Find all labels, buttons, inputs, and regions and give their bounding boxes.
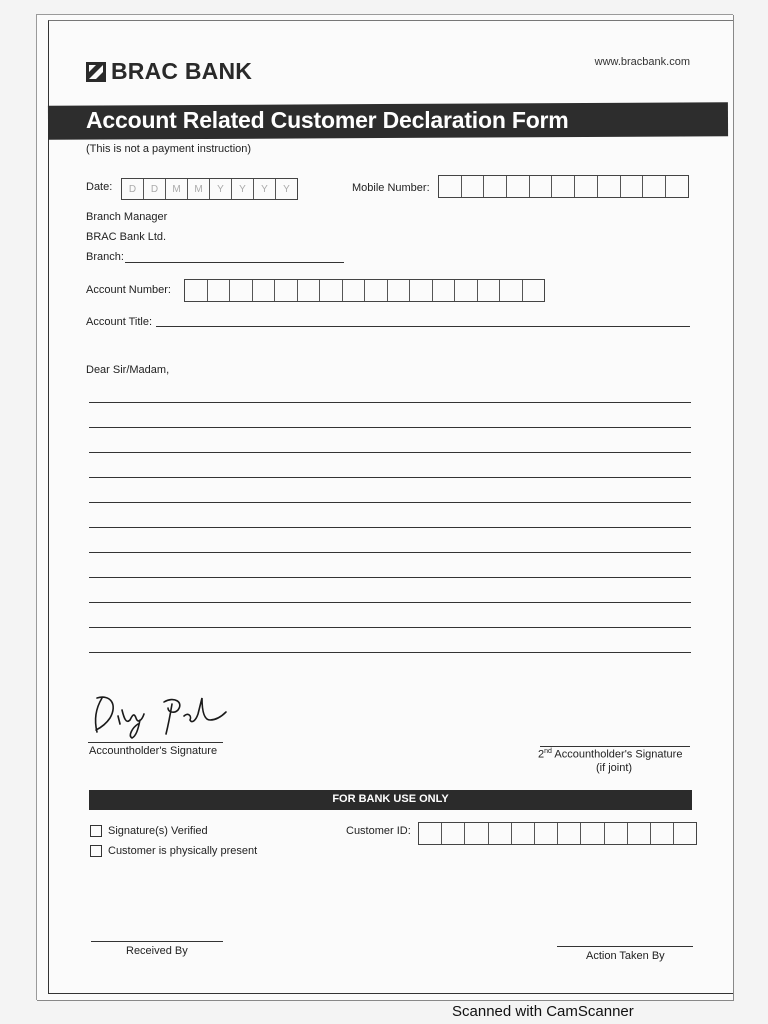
signature-verified-label: Signature(s) Verified: [108, 825, 208, 837]
declaration-line[interactable]: [89, 627, 691, 628]
mobile-digit-box[interactable]: [507, 176, 530, 197]
customer-id-digit-box[interactable]: [605, 823, 628, 844]
mobile-digit-box[interactable]: [552, 176, 575, 197]
accountholder-signature-line: [88, 742, 223, 743]
customer-id-label: Customer ID:: [346, 825, 411, 837]
customer-id-digit-box[interactable]: [581, 823, 604, 844]
scanner-watermark: Scanned with CamScanner: [452, 1003, 634, 1020]
account-number-boxes[interactable]: [184, 279, 545, 302]
account-digit-box[interactable]: [388, 280, 411, 301]
account-title-label: Account Title:: [86, 316, 153, 328]
customer-id-digit-box[interactable]: [512, 823, 535, 844]
account-title-field-line[interactable]: [156, 326, 690, 327]
addressee-line-2: BRAC Bank Ltd.: [86, 231, 167, 243]
accountholder-signature-label: Accountholder's Signature: [89, 745, 218, 757]
customer-id-digit-box[interactable]: [535, 823, 558, 844]
account-digit-box[interactable]: [208, 280, 231, 301]
received-by-line: [91, 941, 223, 942]
declaration-line[interactable]: [89, 452, 691, 453]
date-digit-box[interactable]: Y: [210, 179, 232, 199]
mobile-label: Mobile Number:: [352, 182, 430, 194]
website-url: www.bracbank.com: [594, 56, 690, 68]
account-digit-box[interactable]: [365, 280, 388, 301]
account-digit-box[interactable]: [433, 280, 456, 301]
mobile-digit-box[interactable]: [575, 176, 598, 197]
signature-verified-checkbox[interactable]: [90, 825, 102, 837]
mobile-digit-box[interactable]: [484, 176, 507, 197]
bank-logo: [86, 58, 252, 85]
declaration-line[interactable]: [89, 402, 691, 403]
mobile-digit-box[interactable]: [666, 176, 688, 197]
customer-id-digit-box[interactable]: [651, 823, 674, 844]
account-digit-box[interactable]: [185, 280, 208, 301]
date-digit-box[interactable]: Y: [254, 179, 276, 199]
if-joint-note: (if joint): [596, 762, 633, 774]
account-digit-box[interactable]: [275, 280, 298, 301]
account-digit-box[interactable]: [410, 280, 433, 301]
addressee-line-1: Branch Manager: [86, 211, 168, 223]
form-title: Account Related Customer Declaration Form: [86, 107, 569, 133]
declaration-line[interactable]: [89, 602, 691, 603]
declaration-line[interactable]: [89, 477, 691, 478]
date-digit-box[interactable]: D: [144, 179, 166, 199]
declaration-line[interactable]: [89, 552, 691, 553]
brac-logo-icon: [86, 62, 106, 82]
mobile-digit-box[interactable]: [621, 176, 644, 197]
date-digit-box[interactable]: Y: [283, 183, 290, 195]
mobile-digit-box[interactable]: [643, 176, 666, 197]
branch-label: Branch:: [86, 251, 124, 263]
customer-id-digit-box[interactable]: [442, 823, 465, 844]
mobile-number-boxes[interactable]: [438, 175, 689, 198]
date-digit-box[interactable]: D: [122, 179, 144, 199]
account-digit-box[interactable]: [298, 280, 321, 301]
physically-present-row: [90, 845, 257, 857]
mobile-digit-box[interactable]: [530, 176, 553, 197]
declaration-line[interactable]: [89, 427, 691, 428]
received-by-label: Received By: [126, 945, 188, 957]
action-taken-by-line: [557, 946, 693, 947]
customer-id-boxes[interactable]: [418, 822, 697, 845]
customer-id-digit-box[interactable]: [465, 823, 488, 844]
mobile-digit-box[interactable]: [598, 176, 621, 197]
account-digit-box[interactable]: [343, 280, 366, 301]
date-digit-box[interactable]: Y: [232, 179, 254, 199]
physically-present-checkbox[interactable]: [90, 845, 102, 857]
handwritten-signature: [88, 690, 238, 740]
account-digit-box[interactable]: [230, 280, 253, 301]
signature-verified-row: [90, 825, 208, 837]
physically-present-label: Customer is physically present: [108, 845, 258, 857]
account-digit-box[interactable]: [500, 280, 523, 301]
account-digit-box[interactable]: [523, 280, 545, 301]
declaration-line[interactable]: [89, 577, 691, 578]
second-signature-line: [540, 746, 690, 747]
date-digit-box[interactable]: M: [166, 179, 188, 199]
second-signature-label: 2nd Accountholder's Signature: [538, 748, 683, 761]
bank-name: BRAC BANK: [111, 58, 253, 84]
account-number-label: Account Number:: [86, 284, 171, 296]
declaration-line[interactable]: [89, 527, 691, 528]
salutation: Dear Sir/Madam,: [86, 364, 170, 376]
customer-id-digit-box[interactable]: [558, 823, 581, 844]
account-digit-box[interactable]: [253, 280, 276, 301]
customer-id-digit-box[interactable]: [628, 823, 651, 844]
mobile-digit-box[interactable]: [462, 176, 485, 197]
declaration-line[interactable]: [89, 652, 691, 653]
date-label: Date:: [86, 181, 113, 193]
customer-id-digit-box[interactable]: [489, 823, 512, 844]
account-digit-box[interactable]: [478, 280, 501, 301]
date-digit-box[interactable]: M: [188, 179, 210, 199]
date-boxes[interactable]: [121, 178, 298, 200]
mobile-digit-box[interactable]: [439, 176, 462, 197]
account-digit-box[interactable]: [320, 280, 343, 301]
customer-id-digit-box[interactable]: [419, 823, 442, 844]
customer-id-digit-box[interactable]: [674, 823, 696, 844]
account-digit-box[interactable]: [455, 280, 478, 301]
branch-field-line[interactable]: [125, 262, 344, 263]
bank-use-heading: FOR BANK USE ONLY: [332, 793, 449, 805]
declaration-line[interactable]: [89, 502, 691, 503]
form-note: (This is not a payment instruction): [86, 143, 252, 155]
action-taken-by-label: Action Taken By: [586, 950, 665, 962]
